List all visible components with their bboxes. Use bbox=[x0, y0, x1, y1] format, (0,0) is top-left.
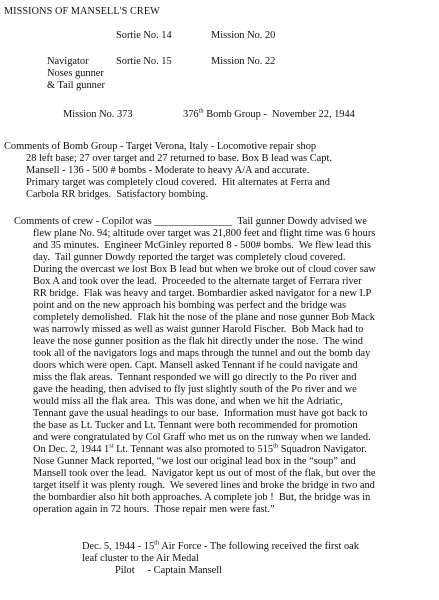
bg-comment-line: Mansell - 136 - 500 # bombs - Moderate to heavy A/A and accurate. bbox=[26, 165, 310, 176]
crew-comment-line: flew plane No. 94; altitude over target was 21,800 feet and flight time was 6 hours bbox=[33, 228, 376, 239]
role-tail-gunner: & Tail gunner bbox=[47, 80, 105, 91]
group-suffix: th bbox=[198, 107, 204, 115]
award-part: Dec. 5, 1944 - 15 bbox=[82, 541, 155, 552]
crew-comment-line: and 35 minutes. Engineer McGinley reported 8 - 500# bombs. We flew lead this bbox=[33, 240, 372, 251]
crew-comment-line: Box A and took over the lead. Proceeded to the alternate target of Ferrara river bbox=[33, 276, 362, 287]
promo-part: Squadron Navigator. bbox=[278, 444, 367, 455]
promotion-line bbox=[33, 444, 367, 456]
award-sup: th bbox=[154, 539, 160, 547]
role-nose-gunner: Noses gunner bbox=[47, 68, 104, 79]
crew-comment-line: day. Tail gunner Dowdy reported the target was completely cloud covered. bbox=[33, 252, 346, 263]
crew-comment-line: Comments of crew - Copilot was _______________ Tail gunner Dowdy advised we bbox=[14, 216, 367, 227]
mission-373: Mission No. 373 bbox=[63, 109, 133, 120]
crew-comment-line: operation again in 72 hours. Those repair men were fast.” bbox=[33, 504, 275, 515]
crew-comment-line: Tennant gave the usual headings to our base. Information must have got back to bbox=[33, 408, 368, 419]
group-number: 376 bbox=[183, 109, 199, 120]
sortie-15: Sortie No. 15 bbox=[116, 56, 172, 67]
bg-comment-line: Comments of Bomb Group - Target Verona, Italy - Locomotive repair shop bbox=[4, 141, 317, 152]
award-pilot-line: Pilot - Captain Mansell bbox=[115, 565, 223, 576]
mission-20: Mission No. 20 bbox=[211, 30, 276, 41]
crew-comment-line: doors which were open. Capt. Mansell asked Tennant if he could navigate and bbox=[33, 360, 358, 371]
crew-comment-line: was narrowly missed as well as waist gunner Harold Fischer. Bob Mack had to bbox=[33, 324, 364, 335]
sortie-14: Sortie No. 14 bbox=[116, 30, 172, 41]
crew-comment-line: During the overcast we lost Box B lead but when we broke out of cloud cover saw bbox=[33, 264, 376, 275]
crew-comment-line: completely demolished. Flak hit the nose of the plane and nose gunner Bob Mack bbox=[33, 312, 375, 323]
mission-22: Mission No. 22 bbox=[211, 56, 276, 67]
crew-comment-line: Nose Gunner Mack reported, “we lost our original lead box in the “soup” and bbox=[33, 456, 356, 467]
crew-comment-line: took all of the navigators logs and maps through the tunnel and out the bomb day bbox=[33, 348, 371, 359]
crew-comment-line: Mansell took over the lead. Navigator kept us out of most of the flak, but over the bbox=[33, 468, 376, 479]
bg-comment-line: Primary target was completely cloud covered. Hit alternates at Ferra and bbox=[26, 177, 330, 188]
page-title: MISSIONS OF MANSELL'S CREW bbox=[4, 6, 160, 17]
promo-part: On Dec. 2, 1944 1 bbox=[33, 444, 110, 455]
group-rest: Bomb Group - November 22, 1944 bbox=[203, 109, 355, 120]
crew-comment-line: miss the flak areas. Tennant responded we will go directly to the Po river and bbox=[33, 372, 357, 383]
award-line bbox=[82, 541, 359, 553]
promo-sup: st bbox=[109, 442, 114, 450]
promo-sup: th bbox=[273, 442, 279, 450]
promo-part: Lt. Tennant was also promoted to 515 bbox=[113, 444, 274, 455]
bomb-group-date bbox=[183, 109, 355, 121]
crew-comment-line: RR bridge. Flak was heavy and target. Bombardier asked navigator for a new I.P bbox=[33, 288, 372, 299]
bg-comment-line: Carbola RR bridges. Satisfactory bombing. bbox=[26, 189, 209, 200]
crew-comment-line: gave the heading, then advised to fly just slightly south of the Po river and we bbox=[33, 384, 357, 395]
crew-comment-line: would miss all the flak area. This was done, and when we hit the Adriatic, bbox=[33, 396, 343, 407]
crew-comment-line: point and on the new approach his bombing was perfect and the bridge was bbox=[33, 300, 347, 311]
role-navigator: Navigator bbox=[47, 56, 89, 67]
crew-comment-line: the bombardier also hit both approaches. A complete job ! But, the bridge was in bbox=[33, 492, 371, 503]
award-line: leaf cluster to the Air Medal bbox=[82, 553, 199, 564]
bg-comment-line: 28 left base; 27 over target and 27 returned to base. Box B lead was Capt. bbox=[26, 153, 332, 164]
award-part: Air Force - The following received the first oak bbox=[159, 541, 359, 552]
crew-comment-line: leave the nose gunner position as the flak hit directly under the nose. The wind bbox=[33, 336, 363, 347]
crew-comment-line: the base as Lt. Tucker and Lt. Tennant were both recommended for promotion bbox=[33, 420, 358, 431]
crew-comment-line: target itself it was plenty rough. We severed lines and broke the bridge in two and bbox=[33, 480, 375, 491]
crew-comment-line: and were congratulated by Col Graff who met us on the runway when we landed. bbox=[33, 432, 371, 443]
